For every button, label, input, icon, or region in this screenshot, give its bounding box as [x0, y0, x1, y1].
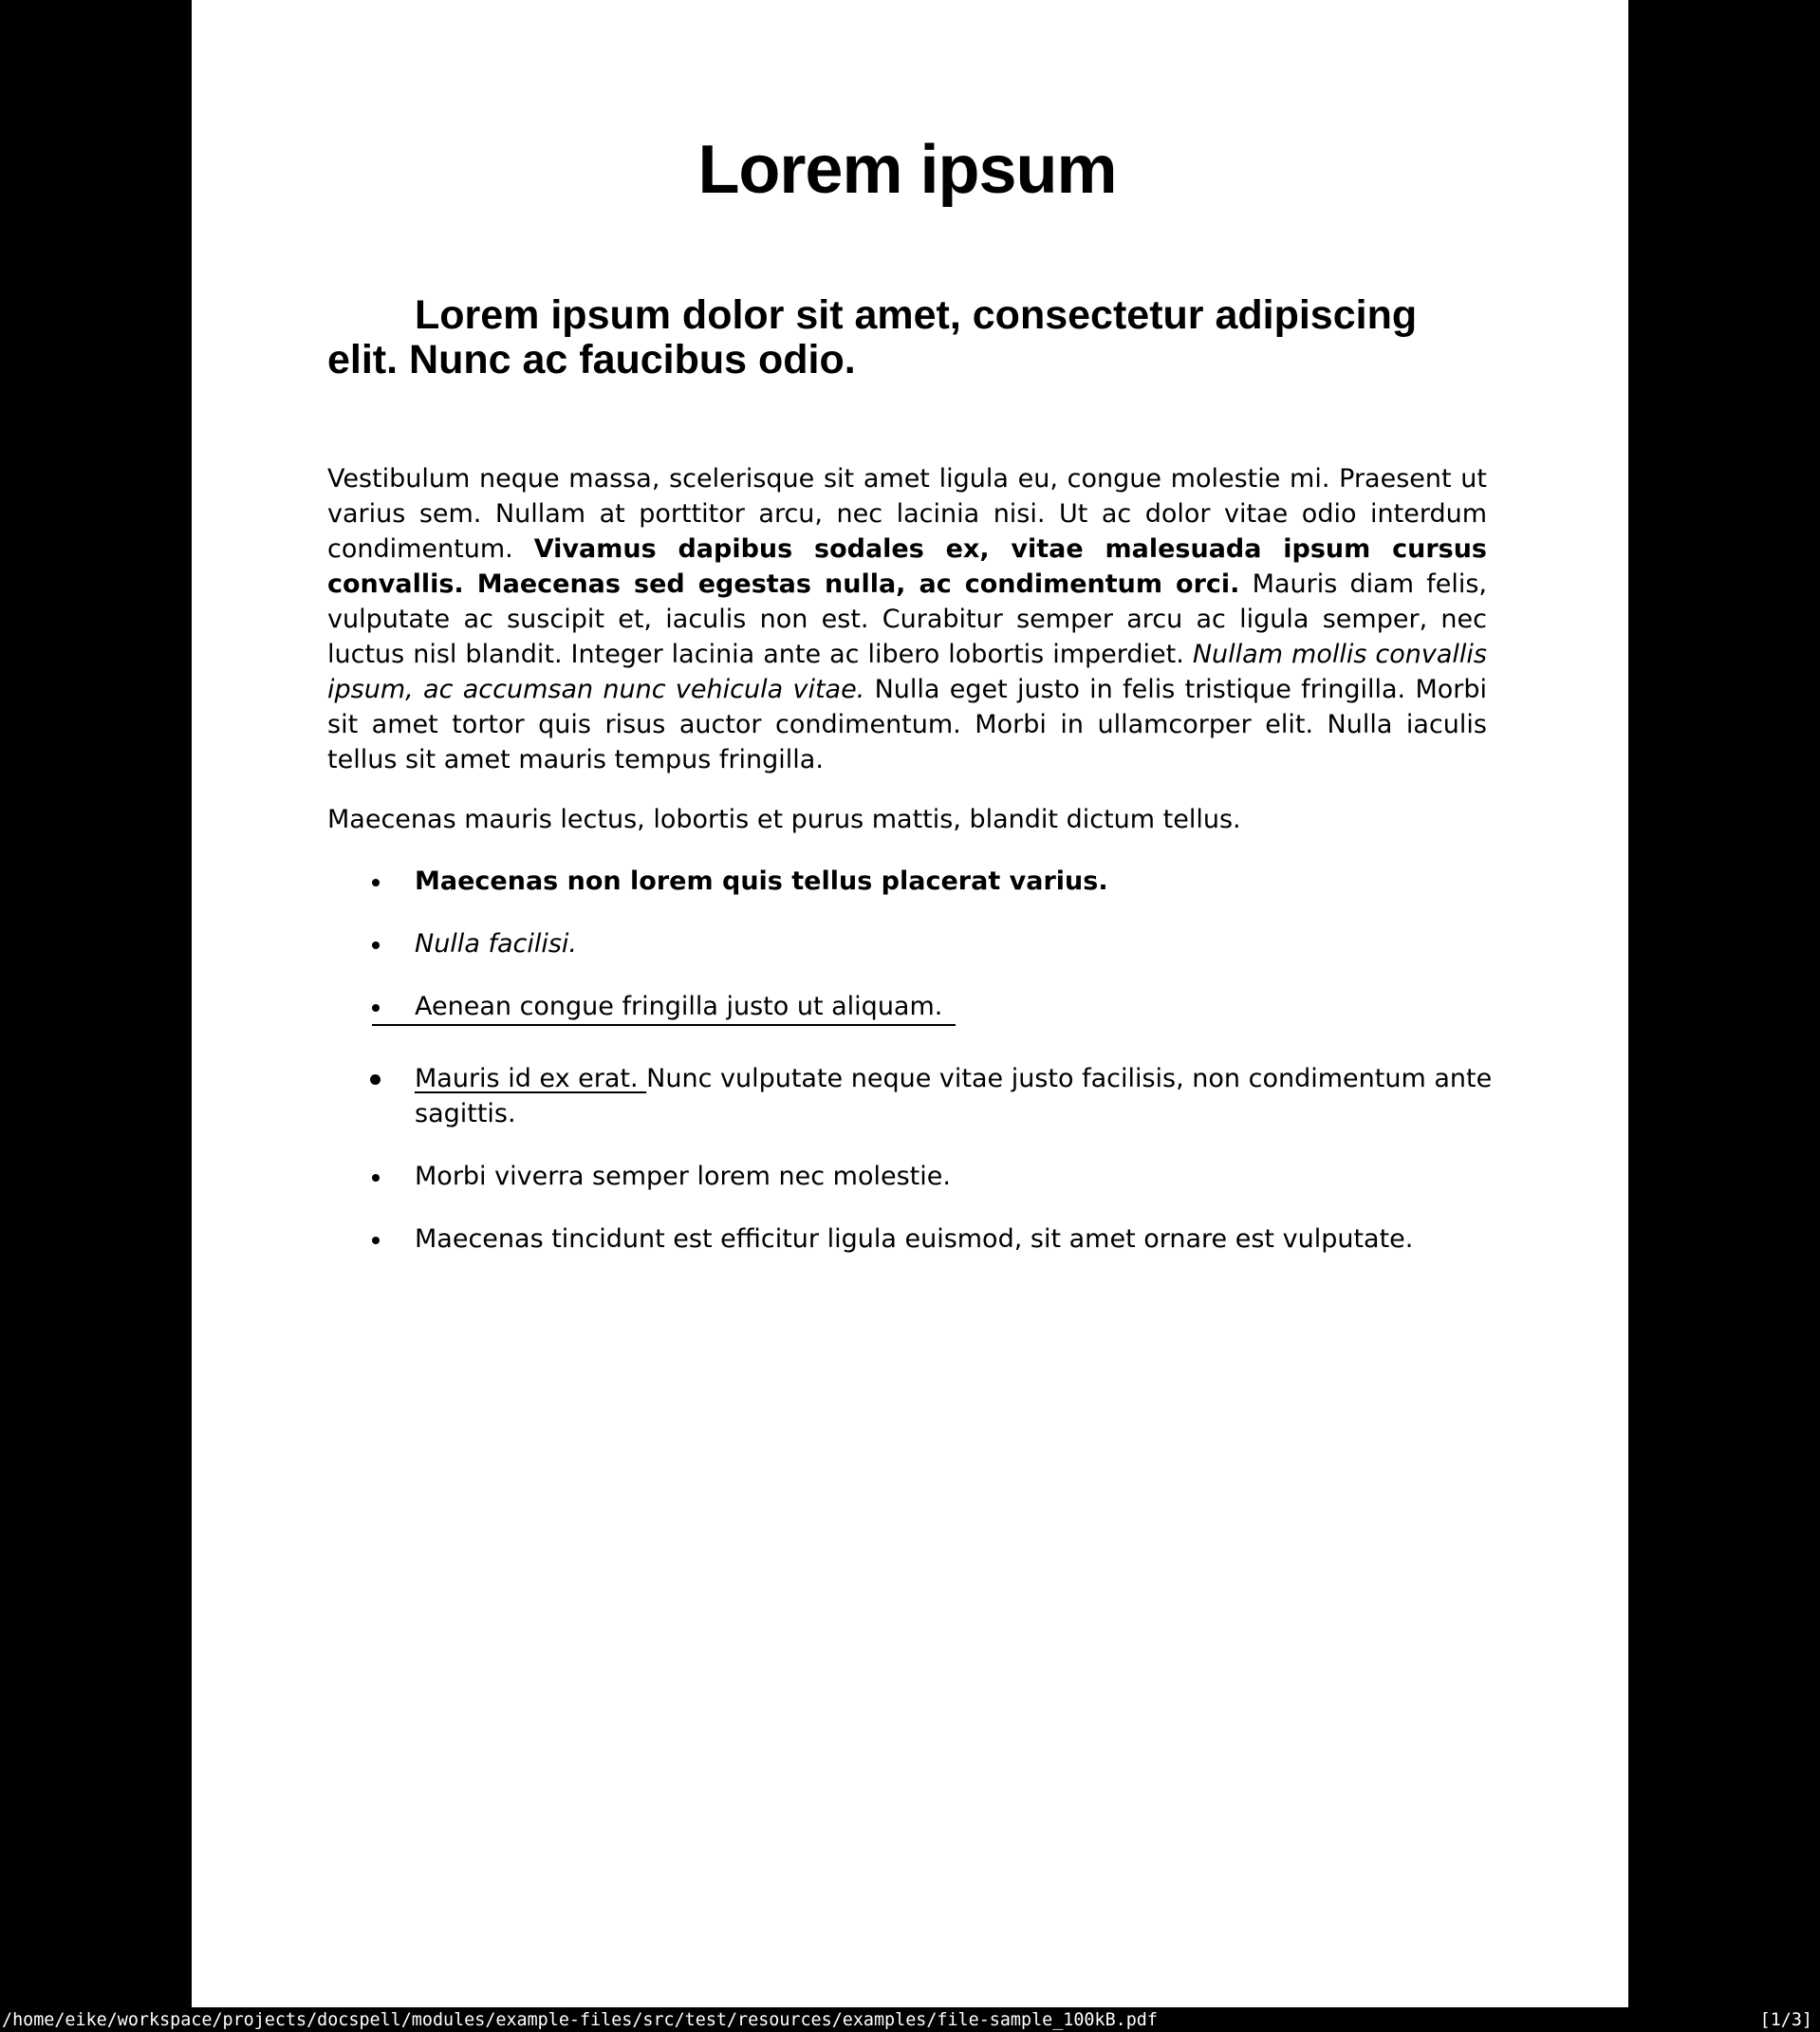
bullet-icon: [372, 1237, 380, 1244]
heading-line1: Lorem ipsum dolor sit amet, consectetur adipiscing: [415, 292, 1418, 338]
main-paragraph: [327, 461, 1487, 777]
document-heading: [327, 293, 1504, 382]
list-item-underlined-text: Mauris id ex erat.: [415, 1064, 647, 1093]
statusbar-file-path: /home/eike/workspace/projects/docspell/modules/example-files/src/test/resources/examples/file-sample_100kB.pdf: [2, 2009, 1158, 2030]
bullet-icon: [372, 1174, 380, 1182]
list-item: [327, 926, 1495, 961]
list-item-text: Nulla facilisi.: [415, 929, 577, 959]
bullet-icon: [370, 1074, 381, 1085]
list-item: [327, 1061, 1495, 1131]
paragraph-normal-1: Vestibulum neque massa, scelerisque sit amet ligula eu, congue molestie mi. Praesent ut varius sem. Nullam at porttitor arcu, nec lacinia nisi. Ut ac dolor vitae odio interdum condimentum.: [327, 464, 1487, 564]
heading-line2: elit. Nunc ac faucibus odio.: [327, 337, 856, 382]
pdf-page[interactable]: [192, 0, 1628, 2007]
list-item: [327, 1221, 1495, 1257]
bullet-icon: [372, 941, 380, 949]
list-item-text: Aenean congue fringilla justo ut aliquam.: [415, 992, 943, 1021]
statusbar: [0, 2007, 1820, 2032]
bullet-icon: [372, 879, 380, 886]
list-item-text: Maecenas tincidunt est efficitur ligula euismod, sit amet ornare est vulputate.: [415, 1224, 1414, 1254]
document-title: Lorem ipsum: [697, 132, 1117, 208]
list-item-rest-text: Nunc vulputate neque vitae justo facilisis, non condimentum ante sagittis.: [415, 1064, 1493, 1128]
intro-list-paragraph: Maecenas mauris lectus, lobortis et purus mattis, blandit dictum tellus.: [327, 805, 1241, 834]
paragraph-normal-2: Mauris diam felis, vulputate ac suscipit et, iaculis non est. Curabitur semper arcu ac ligula semper, nec luctus nisl blandit. Integer lacinia ante ac libero lobortis imperdiet.: [327, 569, 1487, 669]
list-item-text: [415, 1061, 1495, 1131]
list-item-text: Morbi viverra semper lorem nec molestie.: [415, 1162, 951, 1191]
list-item: [372, 989, 956, 1026]
list-item: [327, 864, 1495, 899]
paragraph-bold-segment: Vivamus dapibus sodales ex, vitae malesuada ipsum cursus convallis. Maecenas sed egestas nulla, ac condimentum orci.: [327, 534, 1487, 599]
bullet-list: [327, 864, 1495, 1257]
statusbar-page-indicator: [1/3]: [1759, 2009, 1812, 2030]
list-item: [327, 1159, 1495, 1194]
paragraph-normal-3: Nulla eget justo in felis tristique fringilla. Morbi sit amet tortor quis risus auctor condimentum. Morbi in ullamcorper elit. Nulla iaculis tellus sit amet mauris tempus fringilla.: [327, 675, 1487, 774]
paragraph-italic-segment: Nullam mollis convallis ipsum, ac accumsan nunc vehicula vitae.: [327, 640, 1487, 704]
bullet-icon: [372, 1004, 380, 1012]
list-item-text: Maecenas non lorem quis tellus placerat varius.: [415, 867, 1108, 896]
